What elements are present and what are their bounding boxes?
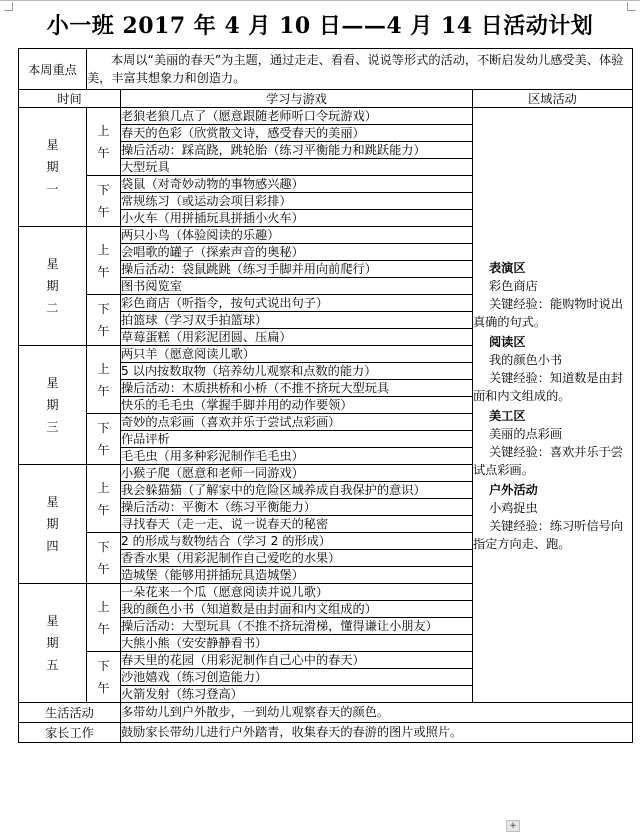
activity-cell: 毛毛虫（用多种彩泥制作毛毛虫） [121, 448, 473, 465]
activity-cell: 操后活动：大型玩具（不推不挤玩滑梯，懂得谦让小朋友） [121, 618, 473, 635]
life-label: 生活活动 [19, 703, 121, 723]
activity-cell: 小火车（用拼插玩具拼插小火车） [121, 210, 473, 227]
region-activity-name: 小鸡捉虫 [489, 501, 538, 515]
activity-cell: 操后活动：木质拱桥和小桥（不推不挤玩大型玩具 [121, 380, 473, 397]
activity-cell: 图书阅览室 [121, 278, 473, 295]
region-key-experience: 关键经验：知道数是由封面和内文组成的。 [473, 371, 624, 403]
activity-cell: 老狼老狼几点了（愿意跟随老师听口令玩游戏） [121, 108, 473, 125]
region-activity-name: 我的颜色小书 [489, 353, 563, 367]
day-label: 星 期 三 [19, 346, 87, 465]
region-heading: 户外活动 [489, 483, 538, 497]
activity-cell: 沙池嬉戏（练习创造能力） [121, 669, 473, 686]
activity-cell: 我会躲猫猫（了解家中的危险区域养成自我保护的意识） [121, 482, 473, 499]
day-label: 星 期 一 [19, 108, 87, 227]
activity-cell: 会唱歌的罐子（探索声音的奥秘） [121, 244, 473, 261]
day-label: 星 期 二 [19, 227, 87, 346]
morning-label: 上 午 [87, 465, 121, 533]
activity-cell: 春天里的花园（用彩泥制作自己心中的春天） [121, 652, 473, 669]
afternoon-label: 下 午 [87, 652, 121, 703]
page-top-rule [0, 0, 640, 5]
activity-cell: 袋鼠（对奇妙动物的事物感兴趣） [121, 176, 473, 193]
afternoon-label: 下 午 [87, 295, 121, 346]
region-heading: 美工区 [489, 409, 526, 423]
region-key-experience: 关键经验：练习听信号向指定方向走、跑。 [473, 519, 624, 551]
activity-cell: 拍篮球（学习双手拍篮球） [121, 312, 473, 329]
life-text: 多带幼儿到户外散步，一到幼儿观察春天的颜色。 [121, 703, 633, 723]
activity-cell: 火箭发射（练习登高） [121, 686, 473, 703]
page-title: 小一班 2017 年 4 月 10 日——4 月 14 日活动计划 [46, 13, 594, 39]
focus-row [19, 49, 633, 90]
activity-cell: 两只小鸟（体验阅读的乐趣） [121, 227, 473, 244]
activity-cell: 5 以内按数取物（培养幼儿观察和点数的能力） [121, 363, 473, 380]
activity-cell: 常规练习（或运动会项目彩排） [121, 193, 473, 210]
activity-cell: 大熊小熊（安安静静看书） [121, 635, 473, 652]
focus-text: 本周以“美丽的春天”为主题，通过走走、看看、说说等形式的活动，不断启发幼儿感受美、体验美，丰富其想象力和创造力。 [87, 53, 624, 85]
morning-label: 上 午 [87, 584, 121, 652]
activity-cell: 奇妙的点彩画（喜欢并乐于尝试点彩画） [121, 414, 473, 431]
activity-cell: 彩色商店（听指令，按句式说出句子） [121, 295, 473, 312]
parent-label: 家长工作 [19, 723, 121, 743]
header-time: 时间 [19, 90, 121, 108]
activity-cell: 作品评析 [121, 431, 473, 448]
parent-text: 鼓励家长带幼儿进行户外踏青，收集春天的春游的图片或照片。 [121, 723, 633, 743]
morning-label: 上 午 [87, 346, 121, 414]
region-key-experience: 关键经验：能购物时说出真确的句式。 [473, 297, 624, 329]
activity-cell: 草莓蛋糕（用彩泥团圆、压扁） [121, 329, 473, 346]
morning-label: 上 午 [87, 108, 121, 176]
header-regions: 区域活动 [473, 90, 633, 108]
region-heading: 表演区 [489, 261, 526, 275]
header-activities: 学习与游戏 [121, 90, 473, 108]
day-label: 星 期 四 [19, 465, 87, 584]
activity-cell: 操后活动：袋鼠跳跳（练习手脚并用向前爬行） [121, 261, 473, 278]
activity-cell: 两只羊（愿意阅读儿歌） [121, 346, 473, 363]
region-heading: 阅读区 [489, 335, 526, 349]
focus-label: 本周重点 [19, 49, 87, 90]
morning-label: 上 午 [87, 227, 121, 295]
region-activity-name: 彩色商店 [489, 279, 538, 293]
activity-cell: 我的颜色小书（知道数是由封面和内文组成的） [121, 601, 473, 618]
region-activity-name: 美丽的点彩画 [489, 427, 563, 441]
add-row-button[interactable]: + [506, 820, 520, 832]
activity-cell: 快乐的毛毛虫（掌握手脚并用的动作要领） [121, 397, 473, 414]
focus-text-cell [87, 49, 633, 90]
table-row [19, 108, 633, 125]
day-label: 星 期 五 [19, 584, 87, 703]
activity-plan-table [18, 48, 633, 743]
activity-cell: 小猴子爬（愿意和老师一同游戏） [121, 465, 473, 482]
activity-cell: 一朵花来一个瓜（愿意阅读并说儿歌） [121, 584, 473, 601]
region-activities-cell [473, 108, 633, 703]
activity-cell: 造城堡（能够用拼插玩具造城堡） [121, 567, 473, 584]
activity-cell: 操后活动：踩高跷，跳轮胎（练习平衡能力和跳跃能力） [121, 142, 473, 159]
activity-cell: 操后活动：平衡木（练习平衡能力） [121, 499, 473, 516]
afternoon-label: 下 午 [87, 176, 121, 227]
afternoon-label: 下 午 [87, 533, 121, 584]
life-row [19, 703, 633, 723]
activity-cell: 2 的形成与数物结合（学习 2 的形成） [121, 533, 473, 550]
activity-cell: 春天的色彩（欣赏散文诗，感受春天的美丽） [121, 125, 473, 142]
afternoon-label: 下 午 [87, 414, 121, 465]
activity-cell: 香香水果（用彩泥制作自己爱吃的水果） [121, 550, 473, 567]
parent-row [19, 723, 633, 743]
region-key-experience: 关键经验：喜欢并乐于尝试点彩画。 [473, 445, 624, 477]
activity-cell: 寻找春天（走一走、说一说春天的秘密 [121, 516, 473, 533]
header-row [19, 90, 633, 108]
activity-cell: 大型玩具 [121, 159, 473, 176]
